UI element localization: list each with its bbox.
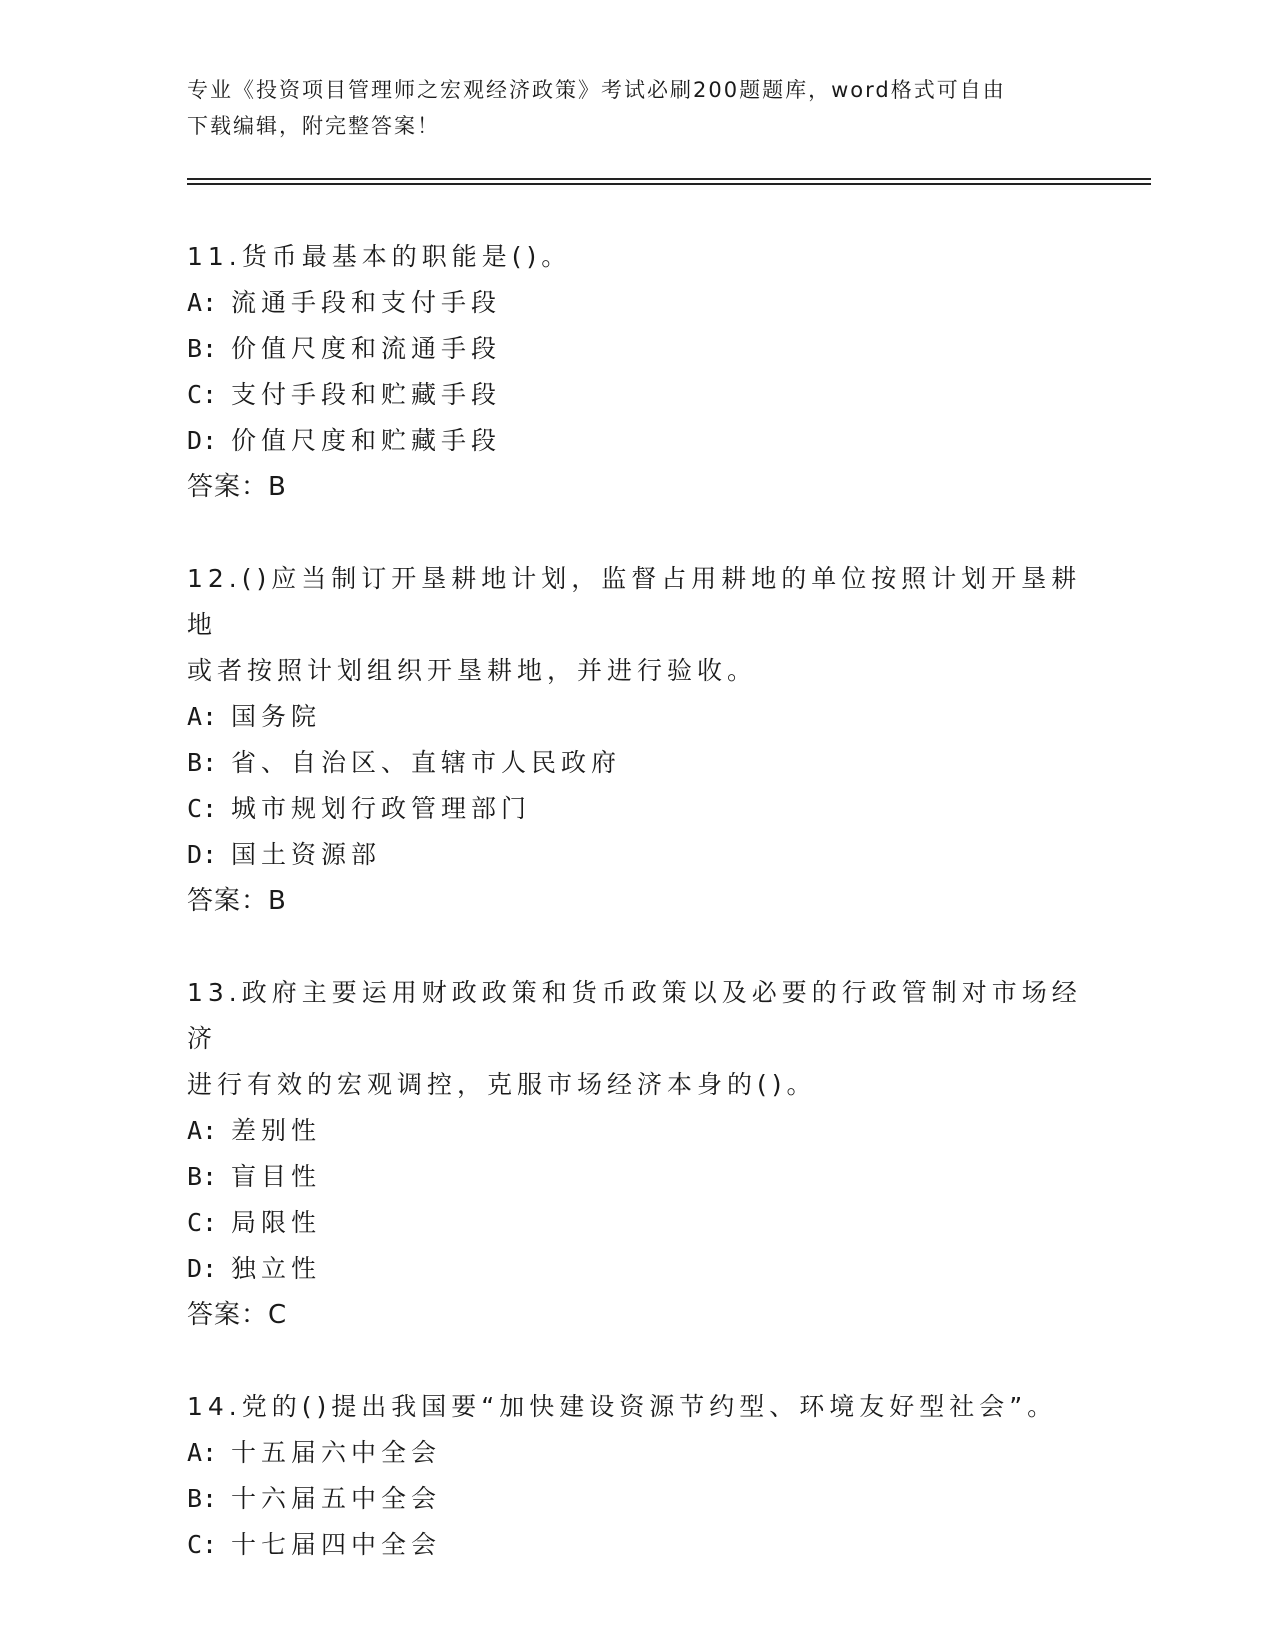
option-text: 局限性: [231, 1208, 322, 1237]
option-text: 省、自治区、直辖市人民政府: [231, 748, 622, 777]
option-text: 支付手段和贮藏手段: [231, 380, 502, 409]
option-key: A:: [187, 1116, 218, 1145]
question-stem-line: 或者按照计划组织开垦耕地，并进行验收。: [187, 656, 758, 685]
option-text: 城市规划行政管理部门: [231, 794, 532, 823]
option-text: 流通手段和支付手段: [231, 288, 502, 317]
option-key: A:: [187, 1438, 218, 1467]
option-a: [187, 280, 1087, 326]
option-d: [187, 418, 1087, 464]
option-text: 国土资源部: [231, 840, 382, 869]
header-line-1: 专业《投资项目管理师之宏观经济政策》考试必刷200题题库，word格式可自由: [187, 78, 1006, 102]
question-14: [187, 1384, 1087, 1568]
option-text: 差别性: [231, 1116, 322, 1145]
answer-line: 答案：C: [187, 1300, 288, 1330]
option-text: 十六届五中全会: [231, 1484, 442, 1513]
document-header: [187, 72, 1087, 144]
option-d: [187, 832, 1087, 878]
question-stem: [187, 1384, 1087, 1430]
question-stem: [187, 234, 1087, 280]
question-stem: [187, 556, 1087, 648]
header-divider-top: [187, 178, 1151, 180]
answer-line: 答案：B: [187, 472, 287, 502]
question-stem-continued: [187, 1062, 1087, 1108]
question-list: [187, 234, 1087, 1614]
option-text: 十七届四中全会: [231, 1530, 442, 1559]
option-key: A:: [187, 288, 218, 317]
option-key: B:: [187, 748, 218, 777]
question-11: [187, 234, 1087, 510]
option-b: [187, 1154, 1087, 1200]
question-13: [187, 970, 1087, 1338]
option-c: [187, 786, 1087, 832]
option-key: B:: [187, 334, 218, 363]
question-stem-line: 进行有效的宏观调控，克服市场经济本身的()。: [187, 1070, 817, 1099]
option-text: 价值尺度和贮藏手段: [231, 426, 502, 455]
option-b: [187, 740, 1087, 786]
option-key: D:: [187, 1254, 218, 1283]
question-stem-line: 11.货币最基本的职能是()。: [187, 242, 572, 271]
option-key: A:: [187, 702, 218, 731]
option-key: D:: [187, 840, 218, 869]
option-key: C:: [187, 1530, 218, 1559]
question-stem-continued: [187, 648, 1087, 694]
question-stem-line: 13.政府主要运用财政政策和货币政策以及必要的行政管制对市场经济: [187, 978, 1082, 1053]
option-text: 独立性: [231, 1254, 322, 1283]
question-stem-line: 14.党的()提出我国要“加快建设资源节约型、环境友好型社会”。: [187, 1392, 1058, 1421]
option-text: 价值尺度和流通手段: [231, 334, 502, 363]
option-key: B:: [187, 1162, 218, 1191]
header-divider-bottom: [187, 183, 1151, 185]
option-c: [187, 1200, 1087, 1246]
header-line-2: 下载编辑，附完整答案！: [187, 114, 440, 138]
option-d: [187, 1246, 1087, 1292]
question-stem: [187, 970, 1087, 1062]
option-key: D:: [187, 426, 218, 455]
option-text: 国务院: [231, 702, 322, 731]
option-key: C:: [187, 794, 218, 823]
question-stem-line: 12.()应当制订开垦耕地计划，监督占用耕地的单位按照计划开垦耕地: [187, 564, 1082, 639]
option-key: C:: [187, 380, 218, 409]
question-12: [187, 556, 1087, 924]
option-text: 十五届六中全会: [231, 1438, 442, 1467]
option-a: [187, 694, 1087, 740]
option-key: C:: [187, 1208, 218, 1237]
option-text: 盲目性: [231, 1162, 322, 1191]
option-key: B:: [187, 1484, 218, 1513]
option-a: [187, 1430, 1087, 1476]
option-c: [187, 372, 1087, 418]
option-b: [187, 1476, 1087, 1522]
option-b: [187, 326, 1087, 372]
answer-line: 答案：B: [187, 886, 287, 916]
option-c: [187, 1522, 1087, 1568]
option-a: [187, 1108, 1087, 1154]
